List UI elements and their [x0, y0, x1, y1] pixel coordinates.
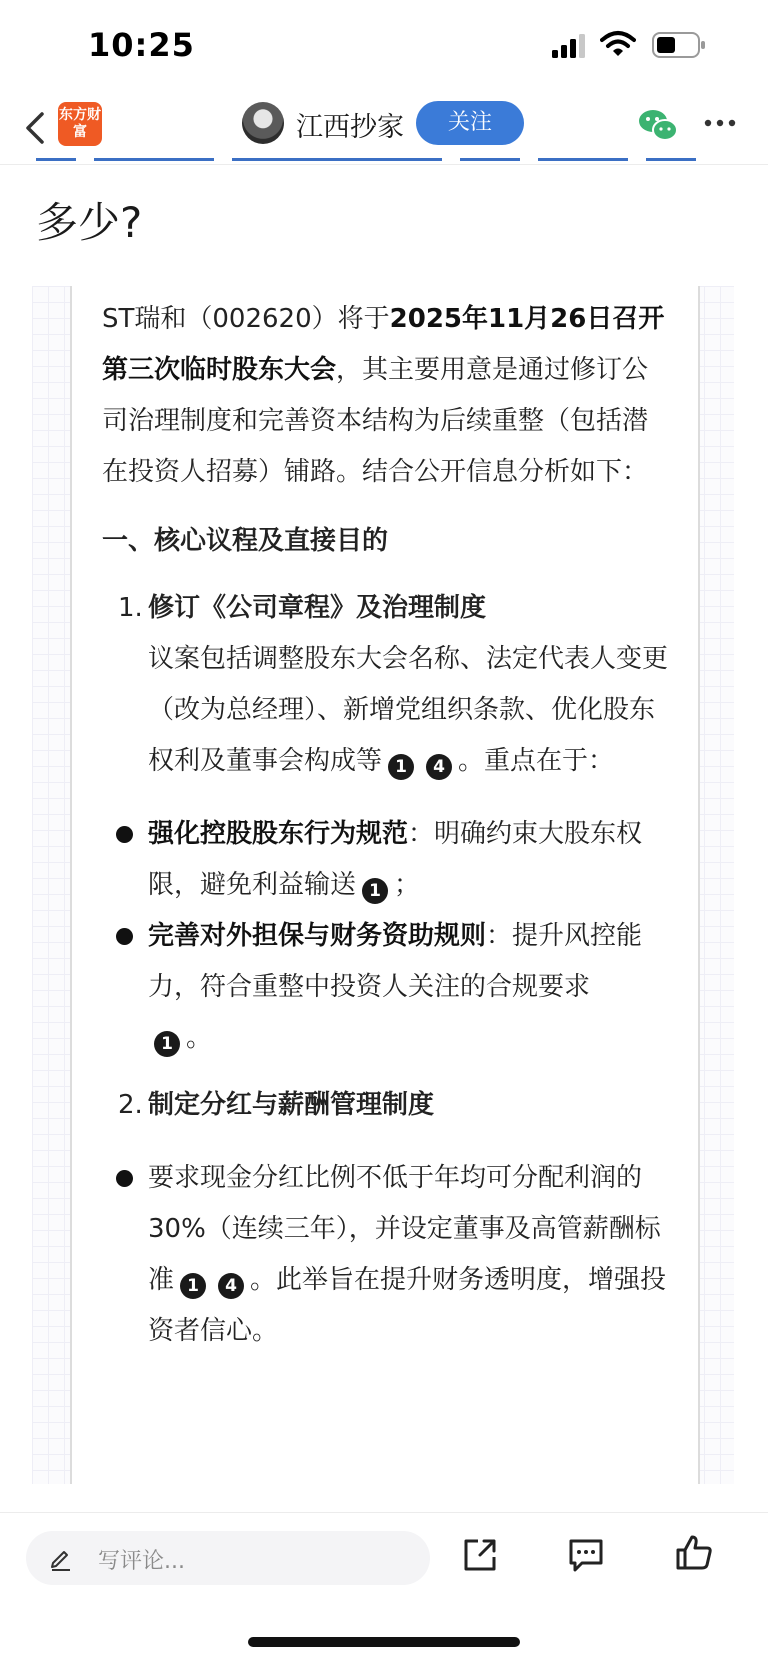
- status-time: 10:25: [88, 26, 195, 64]
- pencil-icon: [48, 1545, 74, 1571]
- comment-input[interactable]: [26, 1531, 430, 1585]
- bullet-text: 要求现金分红比例不低于年均可分配利润的30%（连续三年），并设定董事及高管薪酬标准: [148, 1163, 661, 1295]
- comment-placeholder: 写评论...: [98, 1549, 185, 1574]
- signal-icon: [552, 34, 588, 58]
- like-icon[interactable]: [674, 1533, 714, 1573]
- bottom-action-bar: [0, 1512, 768, 1663]
- item-body-text: 议案包括调整股东大会名称、法定代表人变更（改为总经理）、新增党组织条款、优化股东权利及董事会构成等: [148, 644, 669, 776]
- answer-panel: [70, 286, 700, 1484]
- bullet-dot: [116, 928, 133, 945]
- citation-badge[interactable]: 1: [180, 1273, 206, 1299]
- bullet-bold: 完善对外担保与财务资助规则: [148, 921, 487, 951]
- citation-badge[interactable]: 4: [426, 754, 452, 780]
- list-item: [102, 809, 668, 911]
- author-avatar[interactable]: [242, 102, 284, 144]
- item-title: 修订《公司章程》及治理制度: [148, 593, 487, 623]
- wechat-icon[interactable]: [638, 108, 678, 142]
- item-number: 2.: [118, 1090, 143, 1120]
- battery-icon: [652, 32, 706, 58]
- item-body: [148, 634, 668, 787]
- item-number: 1.: [118, 593, 143, 623]
- bullet-text: ：提升风控能力，符合重整中投资人关注的合规要求: [148, 921, 643, 1002]
- list-item: [102, 1153, 668, 1357]
- bullet-list: [102, 809, 668, 1064]
- intro-text-2: ，其主要用意是通过修订公司治理制度和完善资本结构为后续重整（包括潜在投资人招募）铺路。结合公开信息分析如下：: [102, 355, 649, 487]
- more-icon[interactable]: [702, 114, 738, 132]
- intro-text: ST瑞和（002620）将于: [102, 304, 390, 334]
- citation-badge[interactable]: 1: [388, 754, 414, 780]
- bullet-tail: 。: [186, 1023, 213, 1053]
- citation-badge[interactable]: 1: [154, 1031, 180, 1057]
- bullet-bold: 强化控股股东行为规范: [148, 819, 409, 849]
- answer-content: [102, 286, 668, 1357]
- share-icon[interactable]: [460, 1535, 500, 1575]
- follow-button[interactable]: 关注: [416, 101, 524, 145]
- back-arrow-icon[interactable]: [20, 106, 52, 150]
- home-indicator: [248, 1637, 520, 1647]
- intro-bold-text: 2025年11月26日召开第三次临时股东大会: [102, 304, 665, 385]
- citation-badge[interactable]: 4: [218, 1273, 244, 1299]
- nav-bar: [0, 92, 768, 165]
- intro-paragraph: [102, 286, 668, 498]
- numbered-item-2: [102, 1080, 668, 1131]
- section-heading: 一、核心议程及直接目的: [102, 526, 389, 556]
- cut-off-title-line: [36, 158, 736, 166]
- bullet-list: [102, 1153, 668, 1357]
- comments-icon[interactable]: [566, 1535, 606, 1575]
- status-bar: [0, 0, 768, 92]
- citation-badge[interactable]: 1: [362, 878, 388, 904]
- item-body-tail: 。重点在于：: [458, 746, 615, 776]
- bullet-tail: ；: [394, 870, 421, 900]
- bullet-dot: [116, 826, 133, 843]
- app-logo[interactable]: 东方财富: [58, 102, 102, 146]
- author-name[interactable]: 江西抄家: [296, 112, 404, 143]
- numbered-item-1: [102, 583, 668, 787]
- bullet-tail: 。此举旨在提升财务透明度，增强投资者信心。: [148, 1265, 667, 1346]
- list-item: [102, 911, 668, 1064]
- item-title: 制定分红与薪酬管理制度: [148, 1090, 435, 1120]
- bullet-dot: [116, 1170, 133, 1187]
- ai-answer-screenshot: [32, 286, 734, 1484]
- article-title: 多少?: [36, 198, 143, 247]
- bullet-text: ：明确约束大股东权限，避免利益输送: [148, 819, 643, 900]
- wifi-icon: [600, 30, 636, 58]
